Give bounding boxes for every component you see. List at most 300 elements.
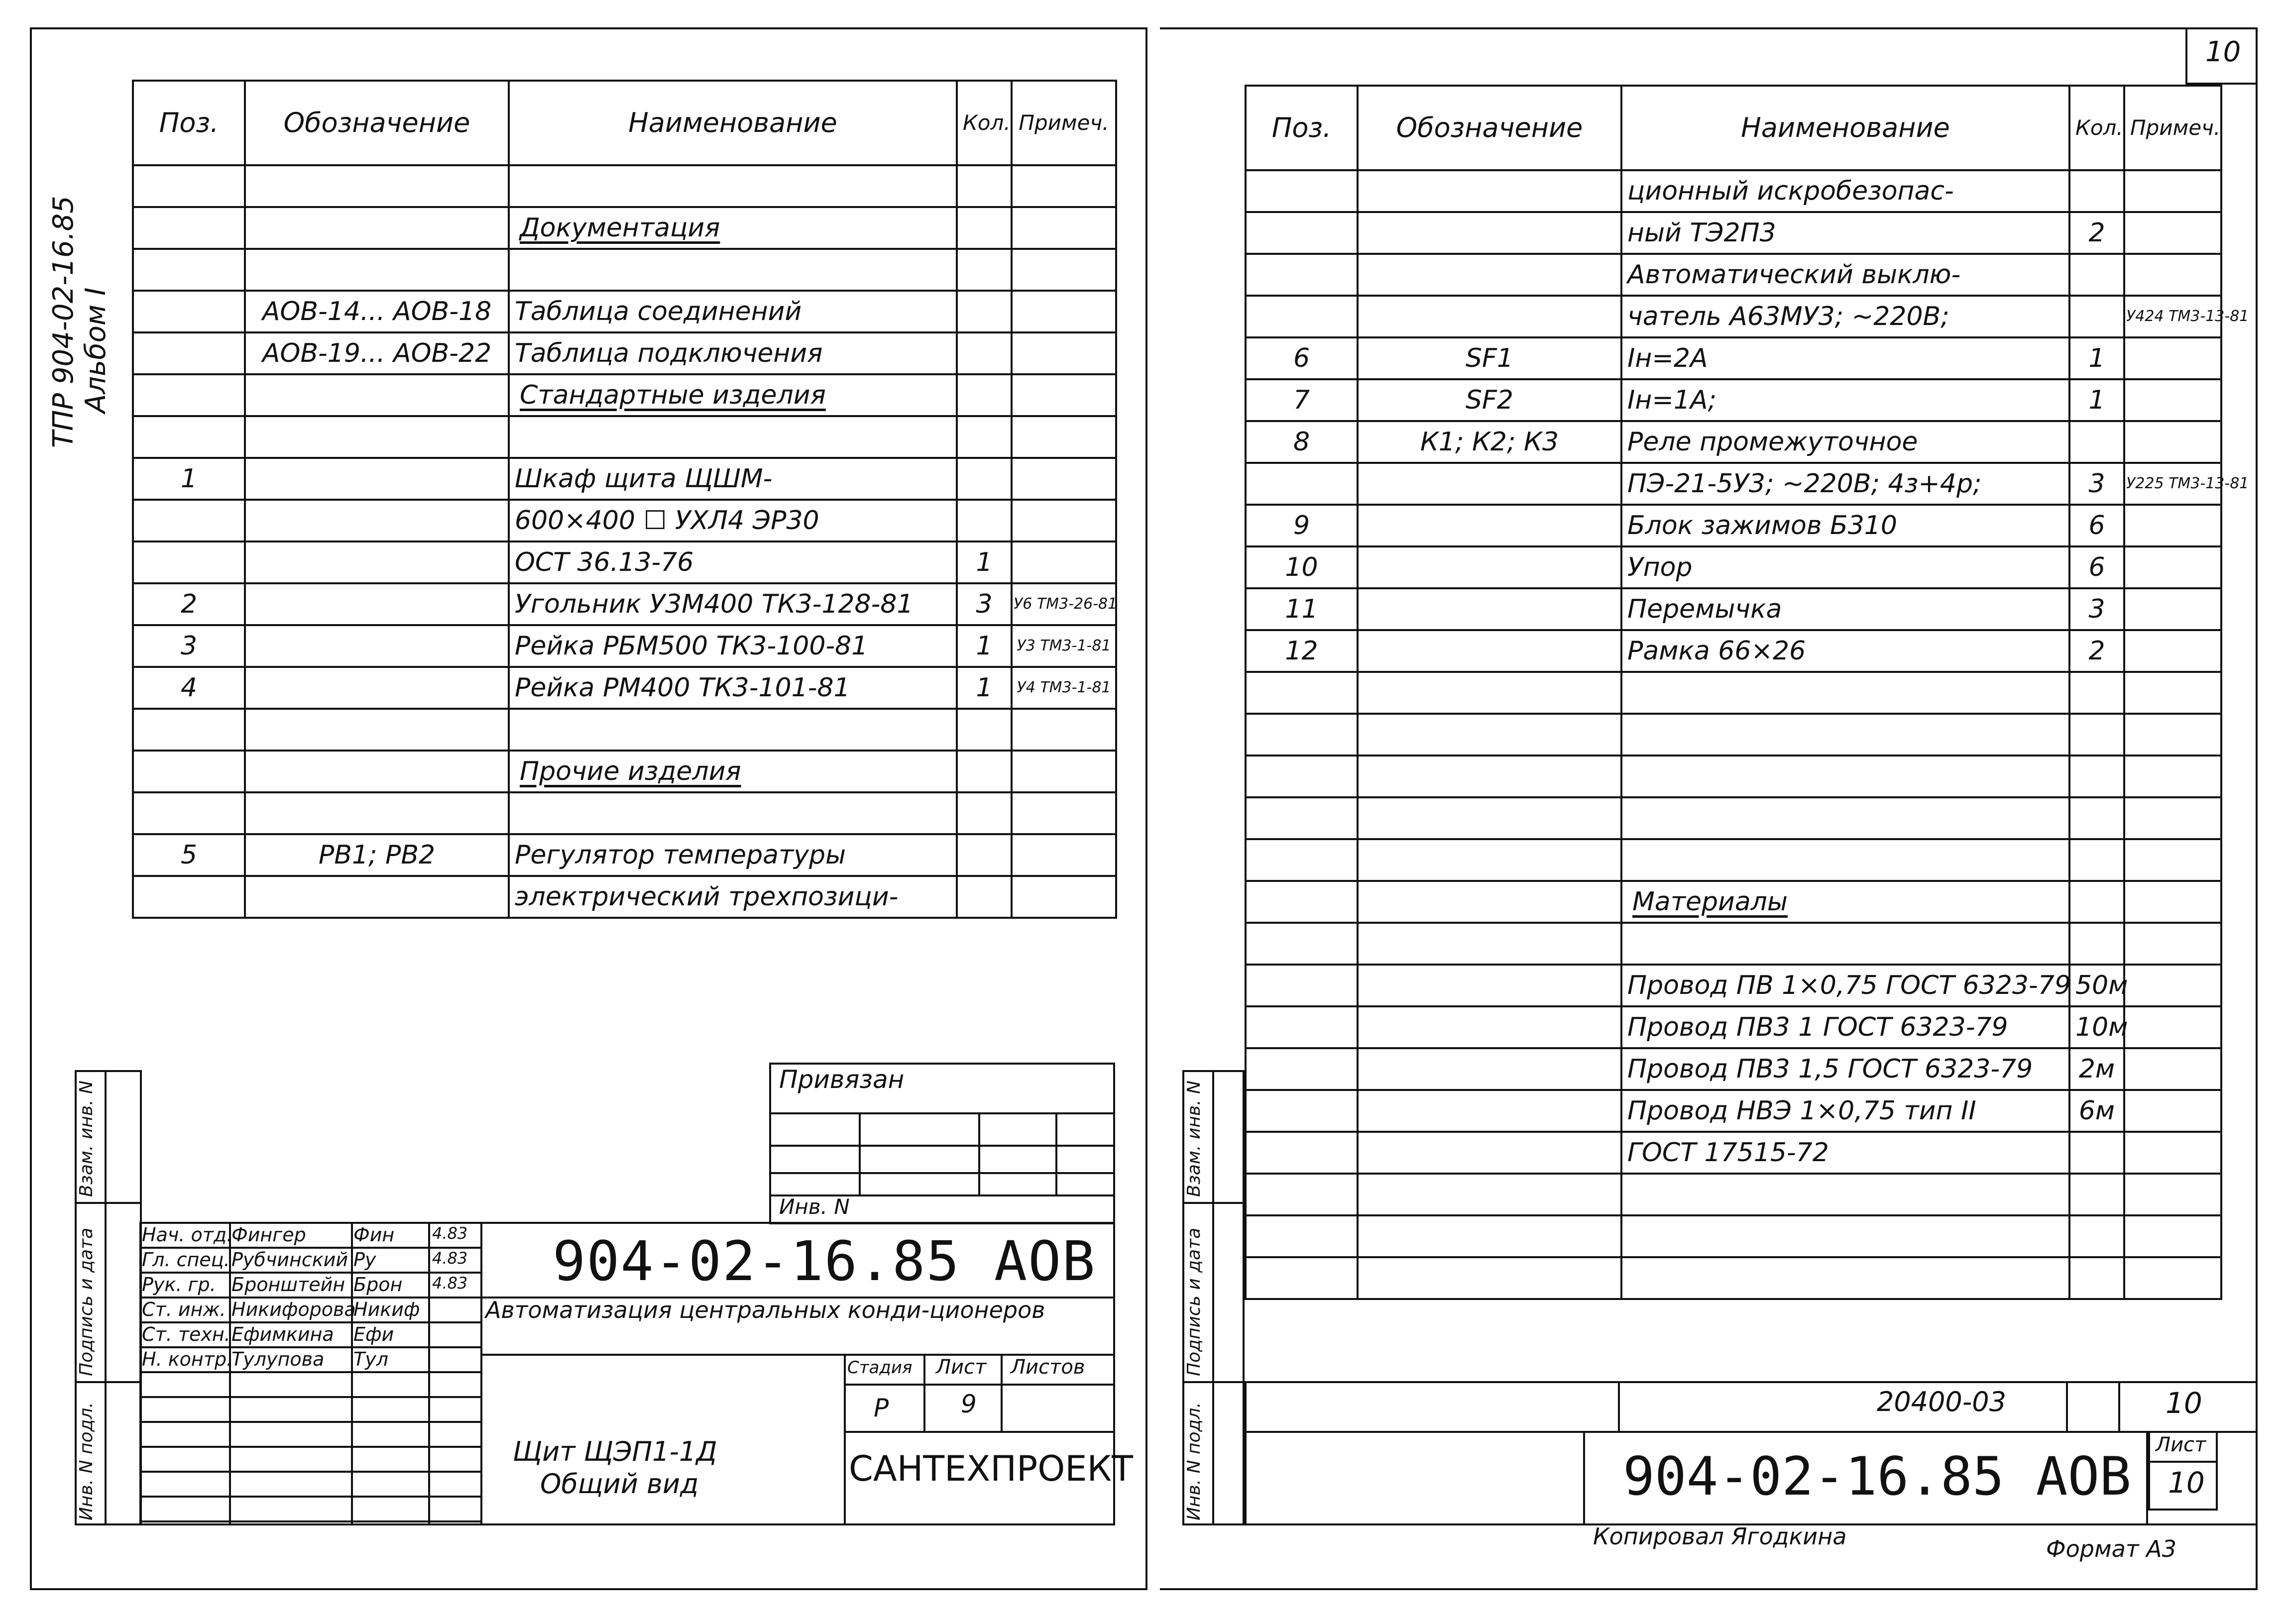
cell-note <box>1012 709 1116 751</box>
cell-note <box>2124 965 2221 1006</box>
cell-note <box>2124 630 2221 672</box>
header-note: Примеч. <box>2124 86 2221 170</box>
table-row <box>133 416 1116 458</box>
cell-des <box>1358 965 1621 1006</box>
cell-qty <box>957 751 1012 792</box>
cell-name <box>1621 1257 2069 1299</box>
cell-note <box>1012 541 1116 583</box>
cell-des <box>245 667 509 709</box>
list-label: Лист <box>2156 1433 2206 1456</box>
cell-pos <box>1246 1174 1358 1215</box>
table-row <box>133 751 1116 792</box>
stamp-label-vzam: Взам. инв. N <box>1184 1081 1204 1197</box>
cell-des <box>1358 588 1621 630</box>
cell-note <box>2124 1174 2221 1215</box>
cell-qty <box>957 374 1012 416</box>
cell-note <box>1012 291 1116 332</box>
signer-name: Тулупова <box>231 1348 325 1370</box>
right-header-row <box>1246 86 2221 170</box>
table-row <box>1246 170 2221 212</box>
cell-pos <box>1246 756 1358 797</box>
cell-pos <box>1246 1132 1358 1174</box>
right-spec-table <box>1245 85 2249 1300</box>
signer-role: Ст. техн. <box>142 1323 230 1345</box>
cell-name: чатель А63МУ3; ~220В; <box>1621 296 2069 337</box>
cell-des <box>1358 672 1621 714</box>
side-label-line2: Альбом I <box>80 287 112 413</box>
table-row <box>133 165 1116 207</box>
table-row <box>1246 505 2221 546</box>
cell-note: У6 ТМ3-26-81 <box>1012 583 1116 625</box>
signer-role: Нач. отд. <box>142 1224 233 1246</box>
cell-pos: 8 <box>1246 421 1358 463</box>
cell-des: АОВ-14... АОВ-18 <box>245 291 509 332</box>
cell-des <box>1358 1048 1621 1090</box>
cell-note <box>2124 505 2221 546</box>
cell-qty: 2 <box>2069 630 2124 672</box>
cell-pos: 3 <box>133 625 245 667</box>
cell-note <box>2124 881 2221 923</box>
table-row <box>1246 965 2221 1006</box>
cell-qty: 2 <box>2069 212 2124 254</box>
header-pos: Поз. <box>1246 86 1358 170</box>
cell-pos <box>133 249 245 291</box>
cell-name <box>1621 672 2069 714</box>
cell-des <box>245 583 509 625</box>
cell-des <box>1358 797 1621 839</box>
cell-des <box>1358 1174 1621 1215</box>
cell-qty <box>957 792 1012 834</box>
cell-note <box>1012 458 1116 500</box>
stage-value: Р <box>874 1394 889 1422</box>
cell-qty: 6 <box>2069 505 2124 546</box>
table-row <box>1246 463 2221 505</box>
cell-des <box>245 458 509 500</box>
header-name: Наименование <box>509 81 957 165</box>
cell-pos <box>133 165 245 207</box>
cell-qty <box>957 207 1012 249</box>
table-row <box>1246 839 2221 881</box>
cell-name: Перемычка <box>1621 588 2069 630</box>
cell-name <box>509 709 957 751</box>
cell-note <box>1012 416 1116 458</box>
cell-name <box>509 792 957 834</box>
table-row <box>133 374 1116 416</box>
cell-pos <box>1246 1257 1358 1299</box>
cell-des <box>245 249 509 291</box>
cell-note <box>2124 1132 2221 1174</box>
cell-qty <box>2069 1174 2124 1215</box>
cell-name <box>509 249 957 291</box>
header-qty: Кол. <box>2069 86 2124 170</box>
list-value: 10 <box>2168 1466 2205 1500</box>
cell-note <box>2124 923 2221 965</box>
cell-name: Реле промежуточное <box>1621 421 2069 463</box>
cell-name: Блок зажимов Б310 <box>1621 505 2069 546</box>
cell-note <box>2124 672 2221 714</box>
cell-note <box>2124 546 2221 588</box>
cell-qty <box>2069 421 2124 463</box>
cell-pos <box>133 541 245 583</box>
cell-name: Таблица подключения <box>509 332 957 374</box>
cell-name: Рамка 66×26 <box>1621 630 2069 672</box>
signer-signature: Фин <box>353 1224 395 1246</box>
cell-des <box>245 500 509 541</box>
table-row <box>133 792 1116 834</box>
cell-qty <box>2069 672 2124 714</box>
cell-pos <box>1246 170 1358 212</box>
cell-note <box>1012 792 1116 834</box>
cell-pos: 4 <box>133 667 245 709</box>
table-row <box>1246 212 2221 254</box>
cell-note <box>1012 751 1116 792</box>
cell-pos <box>133 751 245 792</box>
cell-name: Провод ПВ3 1 ГОСТ 6323-79 <box>1621 1006 2069 1048</box>
cell-des: РВ1; РВ2 <box>245 834 509 876</box>
cell-des <box>1358 1215 1621 1257</box>
cell-name: Рейка РБМ500 ТК3-100-81 <box>509 625 957 667</box>
table-row <box>1246 379 2221 421</box>
table-row <box>1246 1090 2221 1132</box>
table-row <box>1246 296 2221 337</box>
cell-note <box>1012 500 1116 541</box>
header-note: Примеч. <box>1012 81 1116 165</box>
privyazan-label: Привязан <box>779 1065 905 1094</box>
signer-signature: Никиф <box>353 1299 420 1320</box>
cell-qty <box>2069 797 2124 839</box>
signer-role: Н. контр. <box>142 1348 233 1370</box>
cell-des <box>245 541 509 583</box>
cell-name: Прочие изделия <box>509 751 957 792</box>
cell-name <box>1621 714 2069 756</box>
cell-name: Провод ПВ3 1,5 ГОСТ 6323-79 <box>1621 1048 2069 1090</box>
table-row <box>1246 1048 2221 1090</box>
cell-note <box>1012 876 1116 918</box>
cell-pos <box>1246 672 1358 714</box>
signer-name: Ефимкина <box>231 1323 334 1345</box>
cell-name: ГОСТ 17515-72 <box>1621 1132 2069 1174</box>
cell-name: ционный искробезопас- <box>1621 170 2069 212</box>
cell-qty <box>2069 1132 2124 1174</box>
header-pos: Поз. <box>133 81 245 165</box>
signer-signature: Брон <box>353 1274 403 1296</box>
cell-qty: 6м <box>2069 1090 2124 1132</box>
cell-des <box>245 207 509 249</box>
cell-name: Стандартные изделия <box>509 374 957 416</box>
project-title: Автоматизация центральных конди-ционеров <box>485 1297 1045 1323</box>
cell-des <box>1358 839 1621 881</box>
cell-pos <box>133 416 245 458</box>
cell-qty: 1 <box>957 541 1012 583</box>
cell-des <box>245 374 509 416</box>
cell-note <box>1012 207 1116 249</box>
cell-pos <box>1246 965 1358 1006</box>
cell-note: У3 ТМ3-1-81 <box>1012 625 1116 667</box>
table-row <box>1246 756 2221 797</box>
signer-date: 4.83 <box>432 1249 468 1268</box>
cell-pos <box>133 792 245 834</box>
signer-name: Рубчинский <box>231 1249 348 1271</box>
table-row <box>133 834 1116 876</box>
cell-qty: 1 <box>2069 379 2124 421</box>
cell-des <box>245 709 509 751</box>
cell-pos <box>1246 923 1358 965</box>
cell-name: ный ТЭ2П3 <box>1621 212 2069 254</box>
cell-note <box>2124 337 2221 379</box>
cell-pos <box>1246 296 1358 337</box>
table-row <box>1246 254 2221 296</box>
cell-qty <box>957 834 1012 876</box>
cell-pos: 7 <box>1246 379 1358 421</box>
cell-qty <box>2069 881 2124 923</box>
table-row <box>1246 797 2221 839</box>
cell-name: Таблица соединений <box>509 291 957 332</box>
cell-qty: 1 <box>957 667 1012 709</box>
cell-pos <box>1246 1215 1358 1257</box>
table-row <box>1246 1006 2221 1048</box>
cell-note: У424 ТМ3-13-81 <box>2124 296 2221 337</box>
cell-name <box>1621 756 2069 797</box>
cell-qty <box>2069 296 2124 337</box>
table-row <box>133 458 1116 500</box>
cell-qty <box>957 876 1012 918</box>
signer-role: Ст. инж. <box>142 1299 226 1320</box>
cell-pos: 2 <box>133 583 245 625</box>
signer-signature: Ру <box>353 1249 376 1271</box>
cell-des <box>1358 1006 1621 1048</box>
cell-name: Iн=2А <box>1621 337 2069 379</box>
table-row <box>1246 630 2221 672</box>
signer-role: Рук. гр. <box>142 1274 216 1296</box>
table-row <box>133 500 1116 541</box>
signer-role: Гл. спец. <box>142 1249 230 1271</box>
stamp-label-inv: Инв. N подл. <box>1184 1402 1204 1520</box>
cell-name <box>1621 839 2069 881</box>
cell-name: 600×400 ☐ УХЛ4 ЭР30 <box>509 500 957 541</box>
cell-qty <box>957 249 1012 291</box>
header-designation: Обозначение <box>245 81 509 165</box>
cell-qty: 10м <box>2069 1006 2124 1048</box>
cell-des <box>1358 254 1621 296</box>
cell-pos <box>133 709 245 751</box>
sheets-header: Листов <box>1011 1356 1085 1379</box>
cell-qty <box>2069 714 2124 756</box>
cell-note <box>1012 332 1116 374</box>
table-row <box>1246 881 2221 923</box>
cell-qty <box>957 291 1012 332</box>
cell-des <box>1358 296 1621 337</box>
cell-note <box>2124 1048 2221 1090</box>
table-row <box>133 667 1116 709</box>
inv-n-label: Инв. N <box>779 1194 850 1219</box>
cell-note <box>2124 756 2221 797</box>
table-row <box>133 291 1116 332</box>
cell-pos <box>1246 1006 1358 1048</box>
cell-qty <box>957 416 1012 458</box>
signer-signature: Ефи <box>353 1323 394 1345</box>
cell-name: Документация <box>509 207 957 249</box>
cell-name: ОСТ 36.13-76 <box>509 541 957 583</box>
cell-name <box>1621 1174 2069 1215</box>
cell-pos <box>1246 839 1358 881</box>
cell-des: SF1 <box>1358 337 1621 379</box>
cell-qty <box>957 500 1012 541</box>
cell-des <box>245 751 509 792</box>
cell-name: Рейка РМ400 ТК3-101-81 <box>509 667 957 709</box>
left-header-row <box>133 81 1116 165</box>
cell-note <box>2124 1257 2221 1299</box>
cell-qty: 2м <box>2069 1048 2124 1090</box>
table-row <box>1246 1132 2221 1174</box>
cell-pos <box>1246 1048 1358 1090</box>
cell-pos <box>1246 463 1358 505</box>
organization: САНТЕХПРОЕКТ <box>849 1448 1133 1489</box>
stamp-label-vzam: Взам. инв. N <box>76 1081 97 1197</box>
table-row <box>1246 421 2221 463</box>
stamp-label-podpis: Подпись и дата <box>1184 1227 1204 1376</box>
cell-qty: 1 <box>957 625 1012 667</box>
cell-note <box>2124 839 2221 881</box>
signer-name: Никифорова <box>231 1299 356 1320</box>
cell-des <box>1358 546 1621 588</box>
cell-pos <box>1246 212 1358 254</box>
cell-pos: 12 <box>1246 630 1358 672</box>
cell-pos: 5 <box>133 834 245 876</box>
signer-name: Фингер <box>231 1224 306 1246</box>
cell-des: SF2 <box>1358 379 1621 421</box>
cell-qty <box>2069 923 2124 965</box>
cell-name: ПЭ-21-5У3; ~220В; 4з+4р; <box>1621 463 2069 505</box>
table-row <box>1246 714 2221 756</box>
footer-format: Формат А3 <box>2046 1535 2176 1562</box>
cell-name: Регулятор температуры <box>509 834 957 876</box>
cell-des <box>1358 1257 1621 1299</box>
header-qty: Кол. <box>957 81 1012 165</box>
cell-des <box>1358 505 1621 546</box>
table-row <box>1246 588 2221 630</box>
cell-qty: 50м <box>2069 965 2124 1006</box>
cell-note: У4 ТМ3-1-81 <box>1012 667 1116 709</box>
cell-pos <box>1246 254 1358 296</box>
archive-number: 20400-03 <box>1877 1386 2006 1417</box>
cell-pos <box>1246 797 1358 839</box>
table-row <box>133 583 1116 625</box>
cell-name: Автоматический выклю- <box>1621 254 2069 296</box>
cell-pos <box>133 207 245 249</box>
cell-pos <box>133 291 245 332</box>
cell-note <box>1012 834 1116 876</box>
cell-name: Провод ПВ 1×0,75 ГОСТ 6323-79 <box>1621 965 2069 1006</box>
cell-pos <box>133 876 245 918</box>
cell-des <box>245 416 509 458</box>
stage-header: Стадия <box>847 1358 913 1378</box>
stamp-label-inv: Инв. N подл. <box>76 1402 97 1520</box>
cell-qty: 3 <box>2069 588 2124 630</box>
corner-sheet-number: 10 <box>2205 36 2241 68</box>
cell-note <box>2124 212 2221 254</box>
sheet-value: 9 <box>961 1390 977 1418</box>
cell-des <box>1358 212 1621 254</box>
cell-des <box>1358 923 1621 965</box>
cell-name: Материалы <box>1621 881 2069 923</box>
cell-note <box>2124 1006 2221 1048</box>
table-row <box>133 625 1116 667</box>
table-row <box>1246 672 2221 714</box>
cell-des <box>1358 463 1621 505</box>
cell-des <box>1358 1090 1621 1132</box>
cell-name: Iн=1А; <box>1621 379 2069 421</box>
cell-qty <box>957 709 1012 751</box>
cell-des <box>245 792 509 834</box>
cell-des <box>245 876 509 918</box>
cell-name <box>1621 923 2069 965</box>
cell-pos: 11 <box>1246 588 1358 630</box>
cell-pos: 6 <box>1246 337 1358 379</box>
cell-pos <box>133 500 245 541</box>
sheet-header: Лист <box>936 1356 987 1379</box>
cell-qty <box>957 458 1012 500</box>
cell-des <box>245 625 509 667</box>
table-row <box>133 207 1116 249</box>
cell-des <box>1358 1132 1621 1174</box>
cell-name <box>509 165 957 207</box>
doc-code-right: 904-02-16.85 АОВ <box>1623 1446 2132 1507</box>
cell-note <box>2124 1090 2221 1132</box>
table-row <box>133 332 1116 374</box>
cell-pos <box>1246 714 1358 756</box>
cell-qty: 3 <box>957 583 1012 625</box>
cell-pos <box>133 374 245 416</box>
signer-date: 4.83 <box>432 1224 468 1243</box>
cell-name: электрический трехпозици- <box>509 876 957 918</box>
cell-note <box>2124 379 2221 421</box>
cell-name: Угольник У3М400 ТК3-128-81 <box>509 583 957 625</box>
cell-note <box>1012 249 1116 291</box>
cell-des <box>1358 881 1621 923</box>
drawing-title-line1: Щит ЩЭП1-1Д <box>513 1436 717 1467</box>
cell-name <box>1621 797 2069 839</box>
cell-pos <box>1246 1090 1358 1132</box>
cell-qty <box>2069 254 2124 296</box>
header-name: Наименование <box>1621 86 2069 170</box>
cell-des <box>1358 630 1621 672</box>
cell-note <box>2124 1215 2221 1257</box>
cell-qty <box>957 332 1012 374</box>
cell-name <box>1621 1215 2069 1257</box>
table-row <box>133 541 1116 583</box>
cell-note <box>1012 165 1116 207</box>
cell-des <box>245 165 509 207</box>
cell-note <box>2124 714 2221 756</box>
signer-date: 4.83 <box>432 1274 468 1293</box>
cell-qty <box>2069 1257 2124 1299</box>
cell-pos: 1 <box>133 458 245 500</box>
cell-note <box>1012 374 1116 416</box>
signer-name: Бронштейн <box>231 1274 345 1296</box>
table-row <box>1246 546 2221 588</box>
cell-qty <box>2069 756 2124 797</box>
table-row <box>1246 1174 2221 1215</box>
cell-qty: 1 <box>2069 337 2124 379</box>
table-row <box>133 709 1116 751</box>
stamp-label-podpis: Подпись и дата <box>76 1227 97 1376</box>
cell-name: Провод НВЭ 1×0,75 тип II <box>1621 1090 2069 1132</box>
cell-des <box>1358 170 1621 212</box>
cell-qty: 3 <box>2069 463 2124 505</box>
cell-name: Шкаф щита ЩШМ- <box>509 458 957 500</box>
cell-pos: 9 <box>1246 505 1358 546</box>
table-row <box>133 876 1116 918</box>
